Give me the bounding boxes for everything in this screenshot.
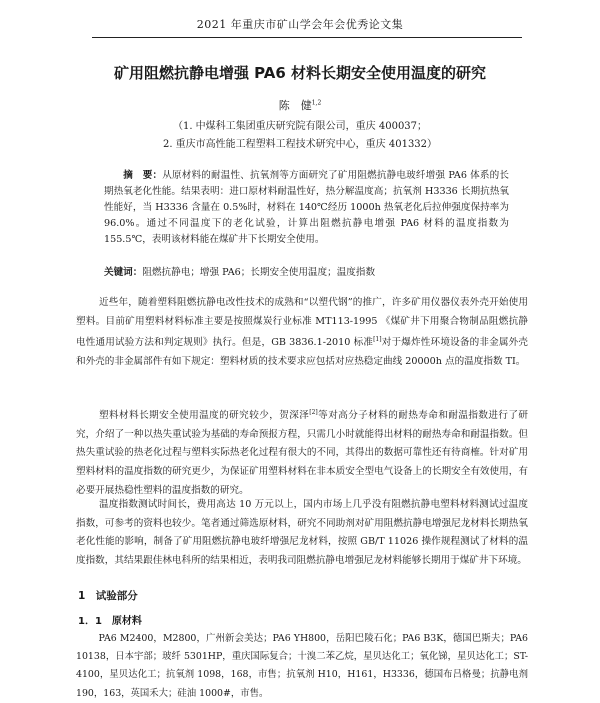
subsection-heading-1-1: 1．1 原材料	[78, 616, 142, 627]
author-name: 陈 健	[278, 99, 312, 112]
intro-paragraph-1	[76, 294, 528, 372]
abstract-label: 摘 要：	[123, 170, 163, 181]
citation-ref-1: [1]	[373, 336, 382, 344]
citation-ref-2: [2]	[309, 409, 318, 416]
author-line	[0, 97, 600, 113]
affiliation-1: （1. 中煤科工集团重庆研究院有限公司，重庆 400037；	[172, 121, 428, 132]
affiliation-2: 2. 重庆市高性能工程塑料工程技术研究中心，重庆 401332）	[162, 139, 438, 150]
keywords	[104, 264, 514, 278]
keywords-text: 阻燃抗静电；增强 PA6；长期安全使用温度；温度指数	[142, 267, 376, 278]
abstract	[104, 168, 509, 248]
intro-paragraph-1-part2: 对于爆炸性环境设备的非金属外壳和外壳的非金属部件有如下规定：塑料材质的技术要求应包括对应热稳定曲线 20000h 点的温度指数 TI。	[76, 337, 528, 367]
header-rule	[92, 37, 522, 38]
intro-paragraph-3: 温度指数测试时间长，费用高达 10 万元以上，国内市场上几乎没有阻燃抗静电塑料材料测试过温度指数，可参考的资料也较少。笔者通过筛选原材料，研究不同助剂对矿用阻燃抗静电增强尼龙材料长期热氧老化性能的影响，制备了矿用阻燃抗静电玻纤增强尼龙材料，按照 GB/T 11026 操作规程测试了材料的温度指数，其结果跟佳林电科所的结果相近，表明我司阻燃抗静电增强尼龙材料能够长期用于煤矿井下环境。	[76, 499, 528, 566]
keywords-label: 关键词：	[104, 267, 143, 278]
section-heading-1: 1 试验部分	[78, 590, 138, 602]
intro-paragraph-1-part1: 近些年，随着塑料阻燃抗静电改性技术的成熟和“以塑代钢”的推广，许多矿用仪器仪表外壳开始使用塑料。目前矿用塑料材料标准主要是按照煤炭行业标准 MT113-1995 《煤矿井下用聚合物制品阻燃抗静电性通用试验方法和判定规则》执行。但是，GB 3836.1-2010 标准	[76, 297, 528, 349]
author-affiliation-marks: 1,2	[311, 99, 322, 107]
running-head: 2021 年重庆市矿山学会年会优秀论文集	[196, 18, 404, 31]
intro-paragraph-2-part1: 塑料材料长期安全使用温度的研究较少，贺深泽	[99, 410, 310, 422]
abstract-text: 从原材料的耐温性、抗氧剂等方面研究了矿用阻燃抗静电玻纤增强 PA6 体系的长期热氧老化性能。结果表明：进口原材料耐温性好，热分解温度高；抗氧剂 H3336 长期抗热氧性能好，当 H3336 含量在 0.5%时，材料在 140℃经历 1000h 热氧老化后拉伸强度保持率为 96.0%。通过不同温度下的老化试验，计算出阻燃抗静电增强 PA6 材料的温度指数为 155.5℃，表明该材料能在煤矿井下长期安全使用。	[104, 170, 509, 245]
intro-paragraph-2	[76, 404, 528, 500]
intro-paragraph-2-part2: 等对高分子材料的耐热寿命和耐温指数进行了研究，介绍了一种以热失重试验为基础的寿命预报方程，只需几小时就能得出材料的耐热寿命和耐温指数。但热失重试验的热老化过程与塑料实际热老化过程有很大的不同，其得出的数据可靠性还有待商榷。针对矿用塑料材料的温度指数的研究更少，为保证矿用塑料材料在非本质安全型电气设备上的长期安全有效使用，有必要开展热稳性塑料的温度指数的研究。	[76, 410, 528, 496]
materials-paragraph: PA6 M2400，M2800，广州新会美达；PA6 YH800，岳阳巴陵石化；PA6 B3K，德国巴斯夫；PA6 10138，日本宇部；玻纤 5301HP，重庆国际复合；十溴二苯乙烷，星贝达化工；氧化锑，星贝达化工；ST-4100，星贝达化工；抗氧剂 1098，168，市售；抗氧剂 H10，H161，H3336，德国布吕格曼；抗静电剂 190，163，英国禾大；硅油 1000#，市售。	[76, 633, 528, 699]
paper-title: 矿用阻燃抗静电增强 PA6 材料长期安全使用温度的研究	[113, 64, 487, 82]
